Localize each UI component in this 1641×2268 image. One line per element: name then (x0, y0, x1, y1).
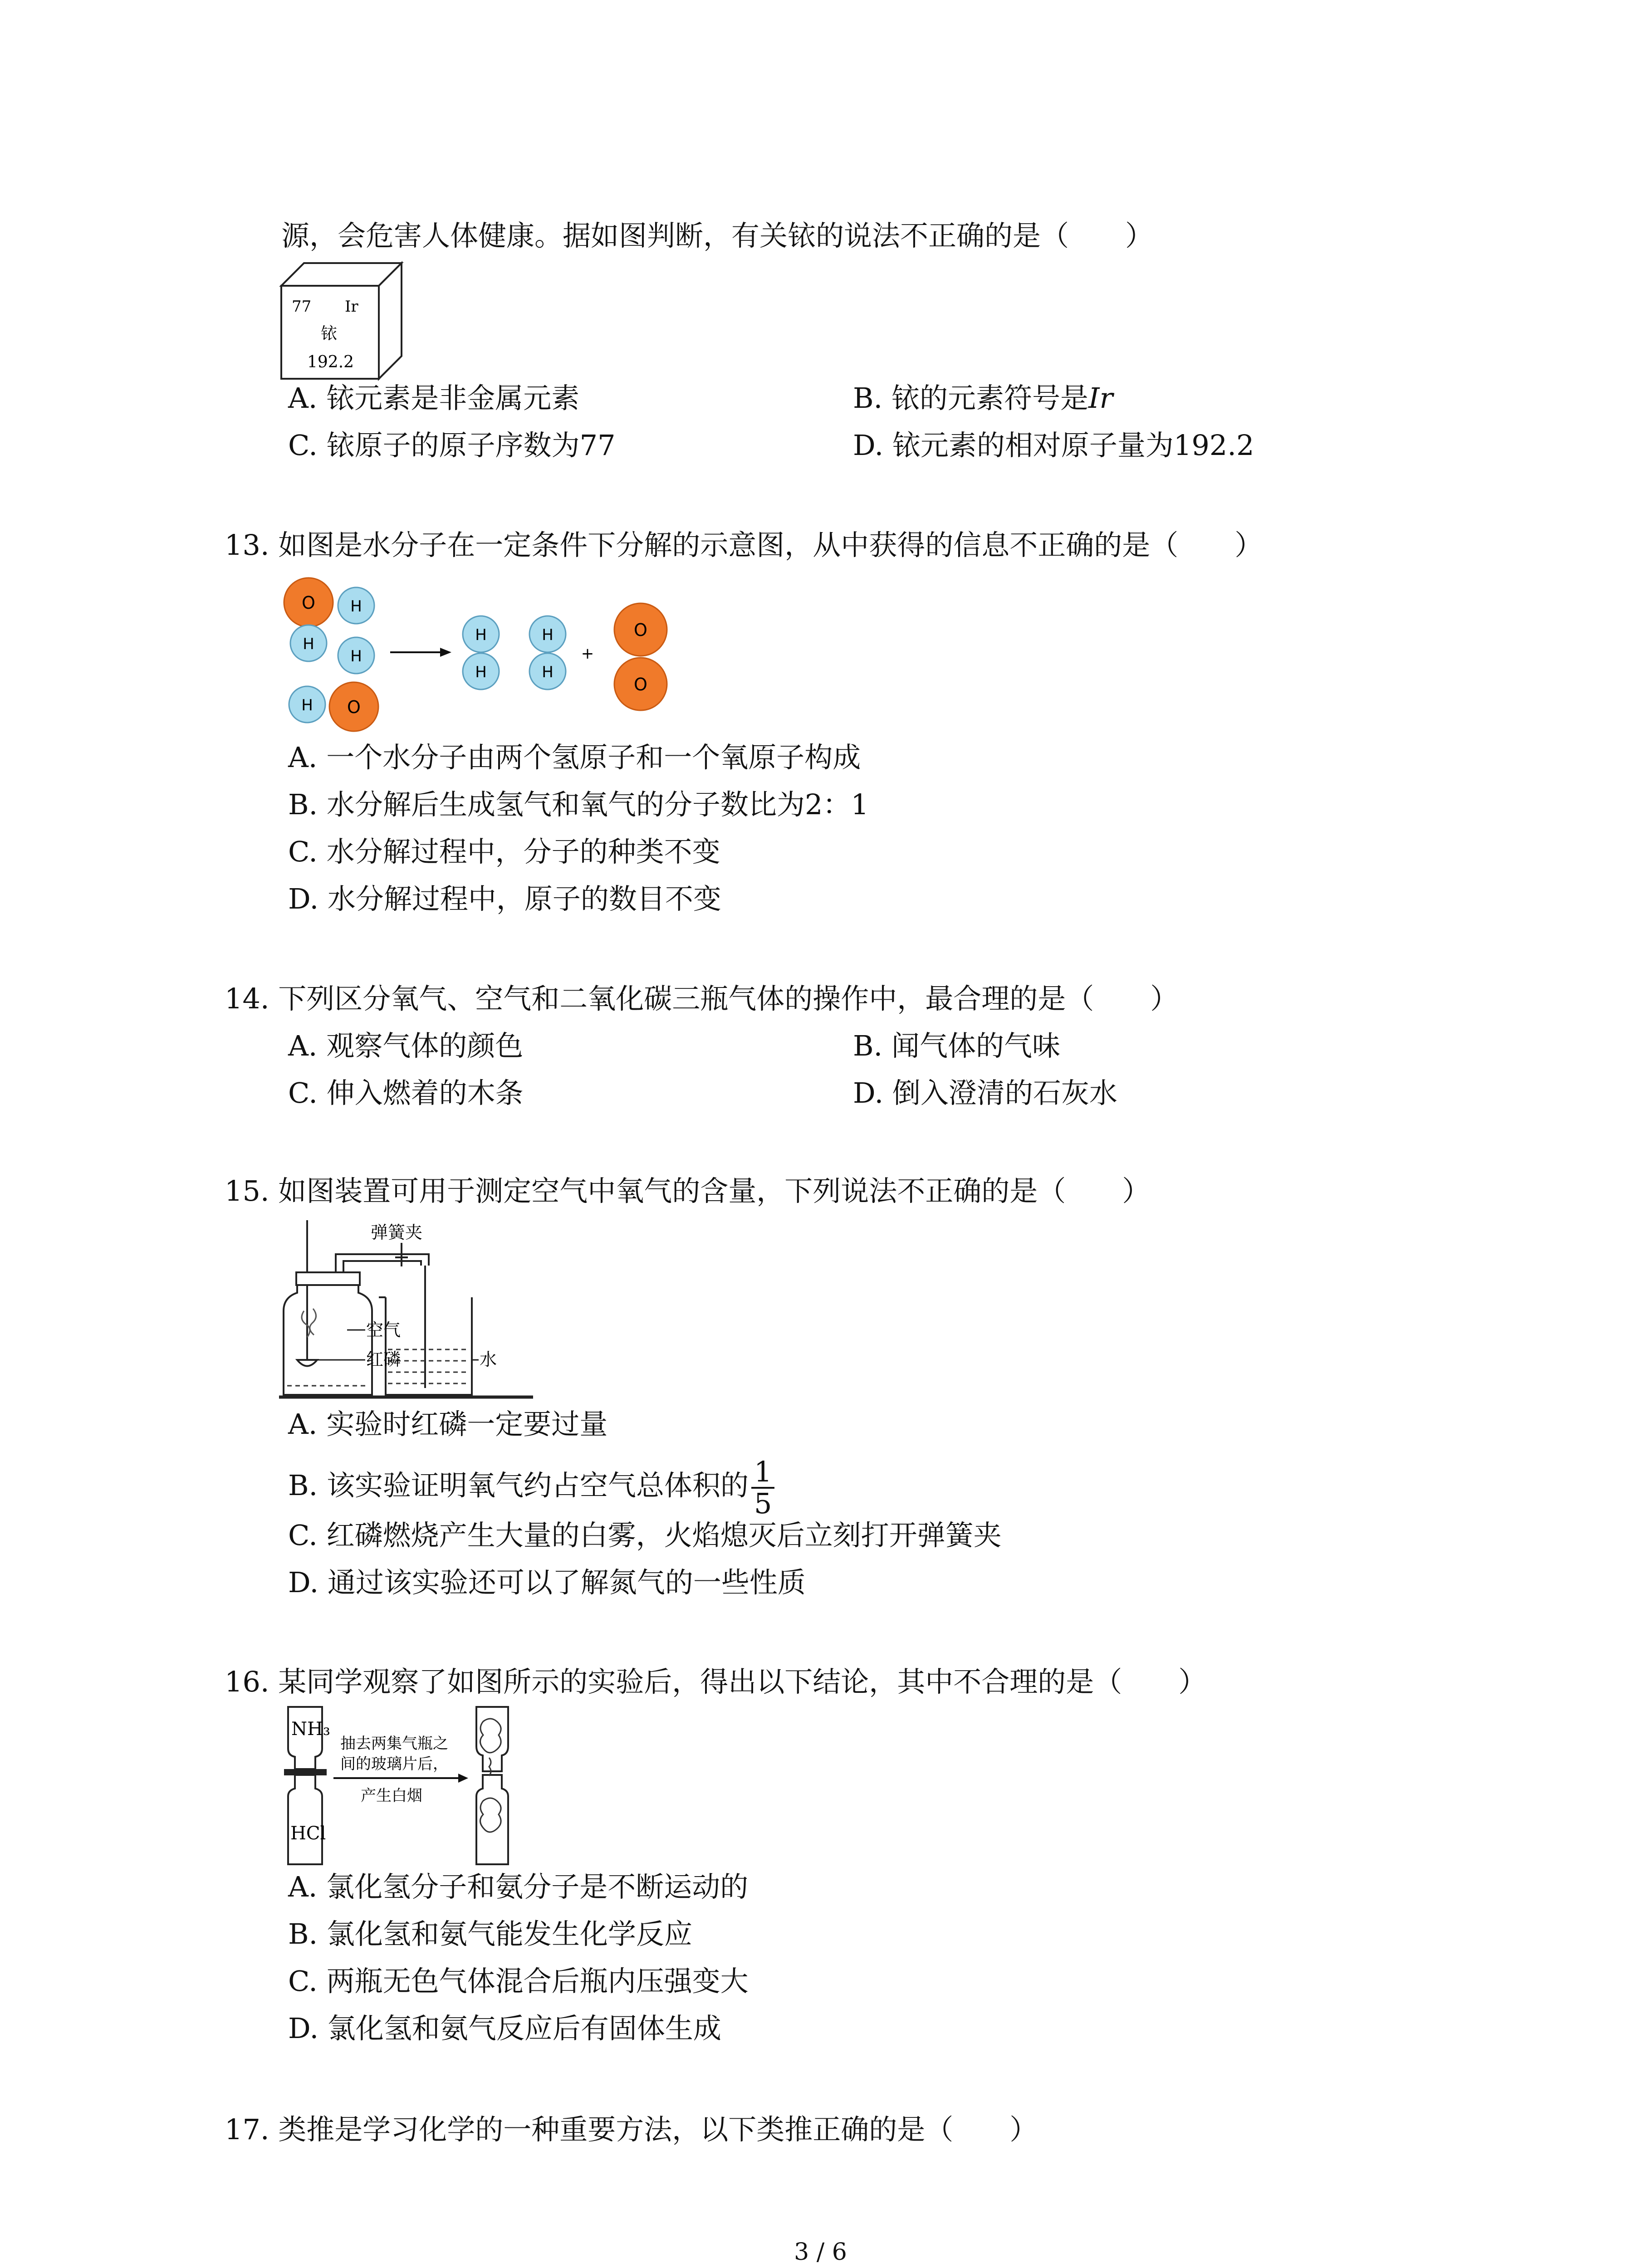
tile-name: 铱 (321, 324, 338, 343)
hydrogen-atom (290, 625, 327, 661)
svg-text:H: H (542, 663, 554, 681)
q16-option-b[interactable]: B. 氯化氢和氨气能发生化学反应 (288, 1917, 692, 1950)
q16-stem: 16. 某同学观察了如图所示的实验后，得出以下结论，其中不合理的是（ ） (225, 1665, 1207, 1698)
q17-stem: 17. 类推是学习化学的一种重要方法，以下类推正确的是（ ） (225, 2113, 1038, 2146)
q13-option-b[interactable]: B. 水分解后生成氢气和氧气的分子数比为2：1 (288, 788, 869, 821)
caption-line-2: 间的玻璃片后， (340, 1755, 448, 1773)
q13-option-d[interactable]: D. 水分解过程中，原子的数目不变 (288, 882, 721, 915)
q15-option-a[interactable]: A. 实验时红磷一定要过量 (288, 1408, 608, 1441)
q12-option-d[interactable]: D. 铱元素的相对原子量为192.2 (853, 429, 1254, 462)
q14-option-a[interactable]: A. 观察气体的颜色 (288, 1029, 524, 1062)
q12-option-a[interactable]: A. 铱元素是非金属元素 (288, 381, 580, 415)
caption-line-3: 产生白烟 (361, 1787, 422, 1805)
svg-text:O: O (302, 593, 315, 613)
tile-atomic-number: 77 (292, 298, 312, 316)
ammonia-hcl-diagram (281, 1703, 535, 1869)
reaction-arrow (390, 648, 451, 657)
q12-option-c[interactable]: C. 铱原子的原子序数为77 (288, 429, 616, 462)
svg-text:H: H (303, 635, 314, 653)
q13-option-a[interactable]: A. 一个水分子由两个氢原子和一个氧原子构成 (288, 741, 861, 774)
q14-option-c[interactable]: C. 伸入燃着的木条 (288, 1076, 524, 1110)
svg-text:H: H (542, 626, 554, 644)
label-spring-clamp: 弹簧夹 (371, 1222, 423, 1242)
label-red-phosphorus: 红磷 (366, 1349, 401, 1369)
hydrogen-atom (529, 653, 566, 689)
hydrogen-atom (289, 686, 325, 723)
hydrogen-atom (529, 616, 566, 652)
tile-symbol: Ir (345, 298, 358, 316)
svg-text:H: H (475, 626, 487, 644)
page-number: 3 / 6 (794, 2239, 847, 2266)
label-water: 水 (480, 1349, 497, 1369)
caption-line-1: 抽去两集气瓶之 (340, 1735, 448, 1753)
tile-mass: 192.2 (307, 353, 354, 371)
label-hcl: HCl (290, 1823, 326, 1844)
svg-text:O: O (634, 620, 647, 640)
fraction-one-fifth: $\frac{1}{5}$ (751, 1457, 774, 1519)
oxygen-atom (614, 658, 667, 710)
hydrogen-atom (338, 637, 374, 674)
svg-text:H: H (350, 647, 362, 665)
hydrogen-atom (463, 653, 499, 689)
q12-stem: 源，会危害人体健康。据如图判断，有关铱的说法不正确的是（ ） (281, 219, 1154, 252)
q14-stem: 14. 下列区分氧气、空气和二氧化碳三瓶气体的操作中，最合理的是（ ） (225, 982, 1179, 1015)
q16-option-a[interactable]: A. 氯化氢分子和氨分子是不断运动的 (288, 1870, 749, 1903)
q13-stem: 13. 如图是水分子在一定条件下分解的示意图，从中获得的信息不正确的是（ ） (225, 528, 1263, 562)
q16-option-d[interactable]: D. 氯化氢和氨气反应后有固体生成 (288, 2012, 721, 2045)
svg-text:H: H (350, 597, 362, 616)
q15-option-b[interactable]: B. 该实验证明氧气约占空气总体积的 $\frac{1}{5}$ (288, 1452, 774, 1520)
q15-stem: 15. 如图装置可用于测定空气中氧气的含量，下列说法不正确的是（ ） (225, 1174, 1151, 1207)
q13-option-c[interactable]: C. 水分解过程中，分子的种类不变 (288, 835, 720, 868)
iridium-element-tile (279, 261, 404, 381)
q14-option-d[interactable]: D. 倒入澄清的石灰水 (853, 1076, 1117, 1110)
svg-text:O: O (634, 675, 647, 694)
q12-option-b[interactable]: B. 铱的元素符号是Ir (853, 381, 1113, 415)
q16-option-c[interactable]: C. 两瓶无色气体混合后瓶内压强变大 (288, 1965, 749, 1998)
oxygen-atom (614, 603, 667, 656)
label-nh3: NH₃ (291, 1719, 330, 1740)
hydrogen-atom (463, 616, 499, 652)
svg-text:O: O (347, 697, 361, 717)
svg-text:H: H (475, 663, 487, 681)
label-air: 空气 (366, 1320, 401, 1340)
water-decomposition-diagram (279, 576, 678, 739)
oxygen-atom (284, 578, 333, 627)
q15-option-d[interactable]: D. 通过该实验还可以了解氮气的一些性质 (288, 1566, 806, 1599)
q14-option-b[interactable]: B. 闻气体的气味 (853, 1029, 1060, 1062)
oxygen-atom (329, 682, 378, 731)
hydrogen-atom (338, 587, 374, 624)
q15-option-c[interactable]: C. 红磷燃烧产生大量的白雾，火焰熄灭后立刻打开弹簧夹 (288, 1519, 1002, 1552)
svg-text:H: H (301, 696, 313, 714)
oxygen-content-apparatus (279, 1216, 533, 1406)
plus-sign: + (581, 645, 594, 663)
